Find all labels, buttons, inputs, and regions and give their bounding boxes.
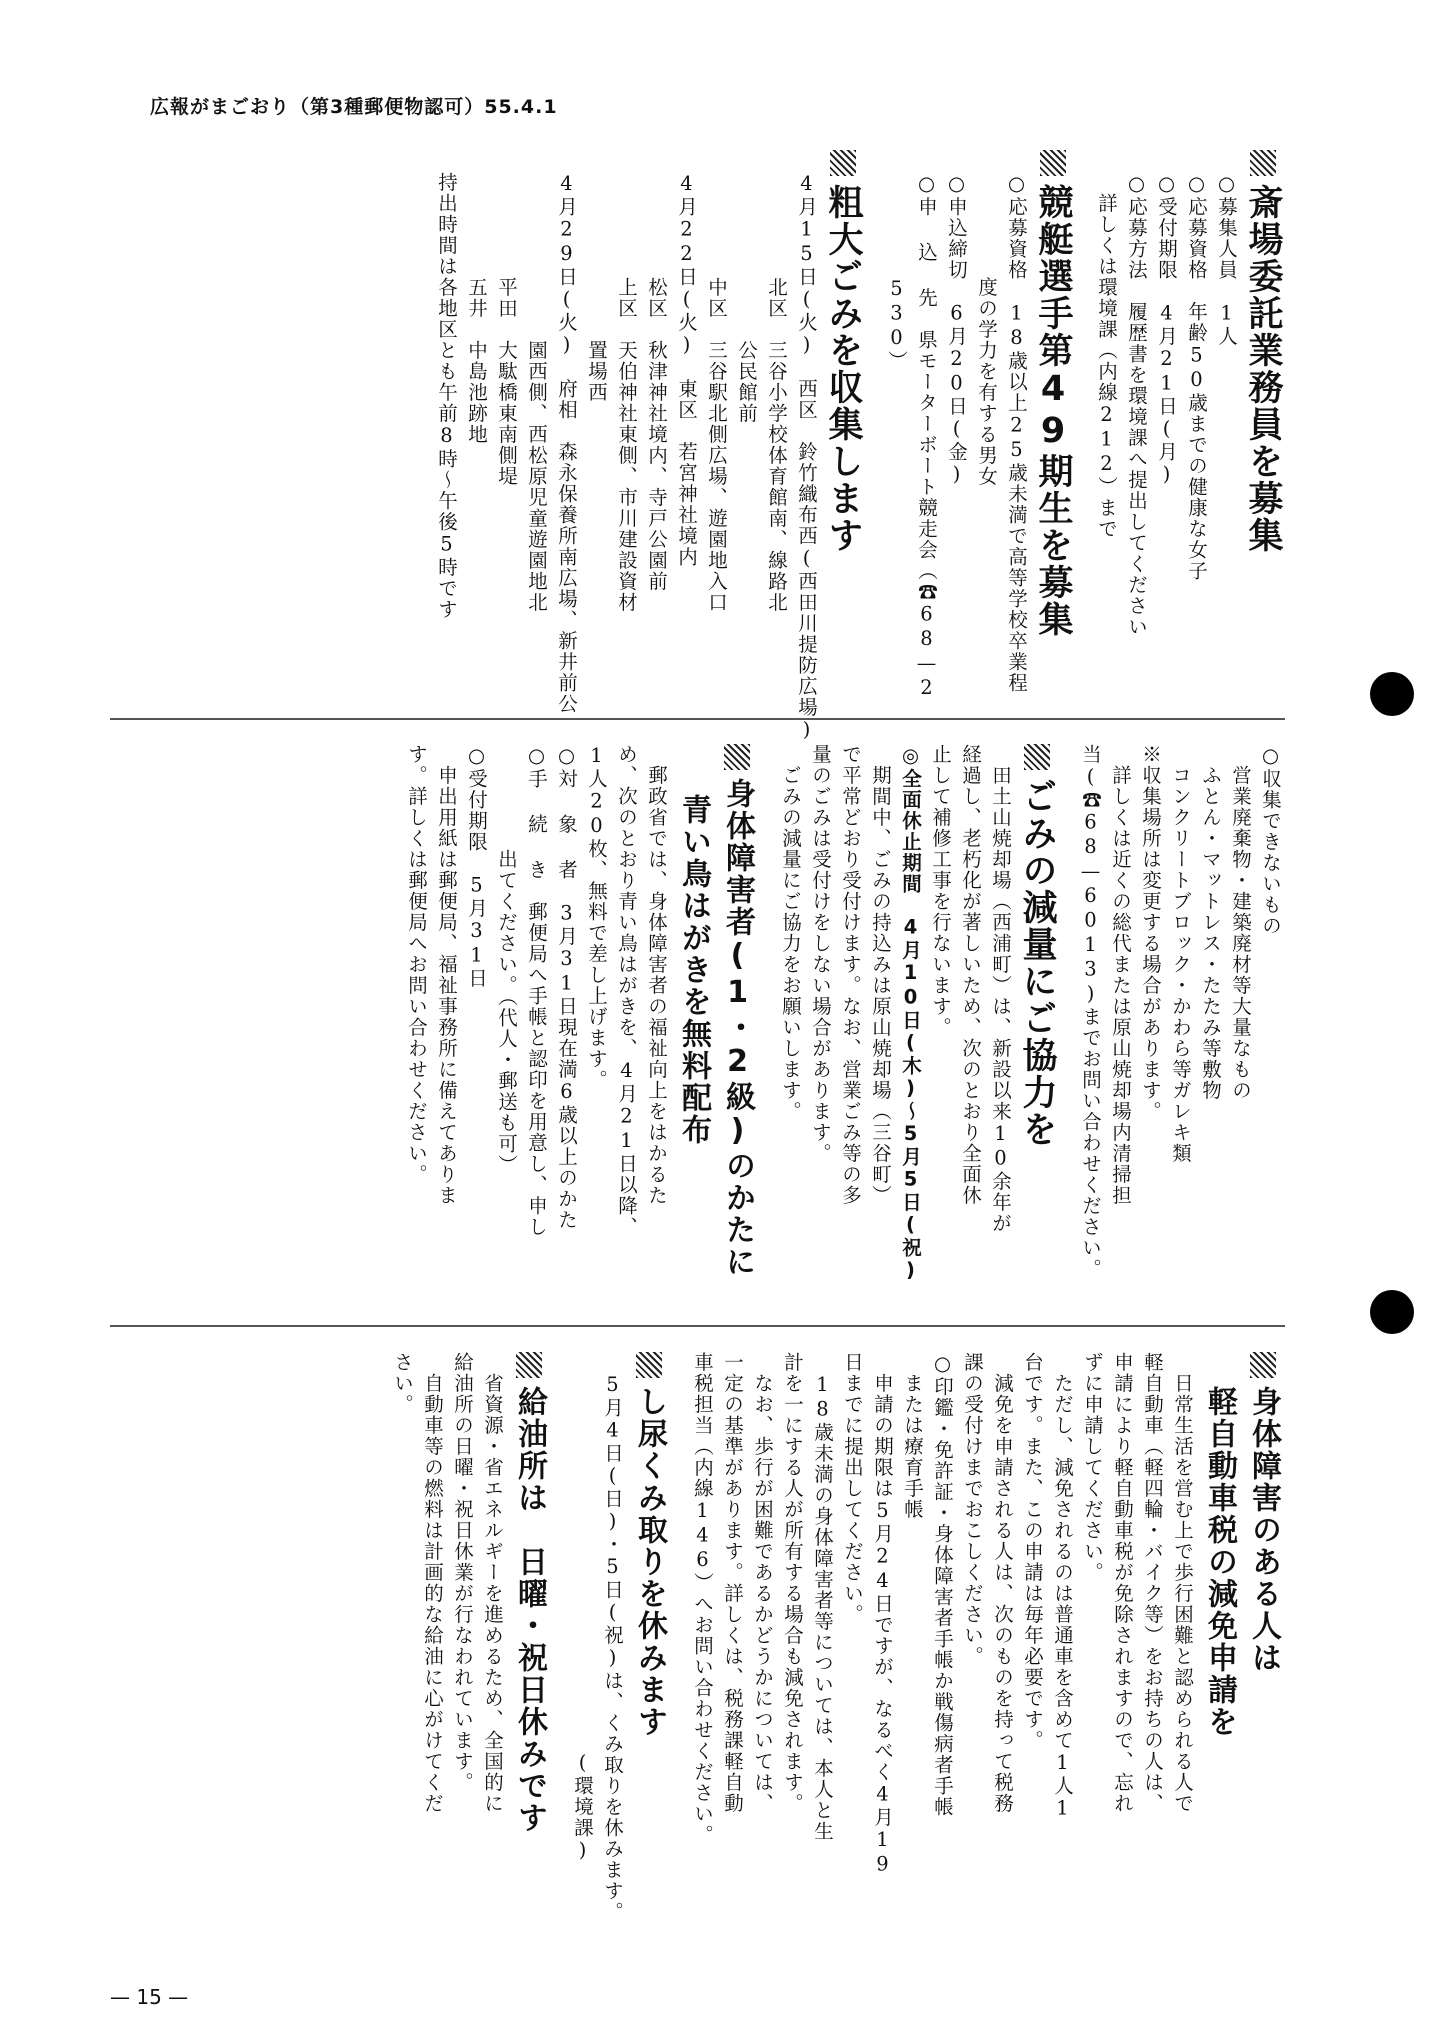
keijidosha-line: 18歳未満の身体障害者等については、本人と生: [811, 1352, 834, 1842]
kyotei-line: 530）: [885, 172, 908, 372]
shinyo-title: し尿くみ取りを休みます: [627, 1352, 671, 1912]
aoitori-title-2: 青い鳥はがきを無料配布: [676, 794, 711, 1146]
sodai-line: 4月22日(火) 東区 若宮神社境内: [675, 172, 698, 568]
kyotei-line: ○申込締切 6月20日(金): [945, 172, 968, 487]
aoitori-line: 出てください。（代人・郵送も可）: [495, 744, 518, 1176]
gomi-line: 経過し、老朽化が著しいため、次のとおり全面休: [959, 744, 982, 1206]
sodai-line: 上区 天伯神社東側、市川建設資材: [615, 172, 638, 613]
shinyo-line: 5月4日(日)・5日(祝)は、くみ取りを休みます。: [601, 1352, 624, 1923]
sodai-line: 置場西: [585, 172, 608, 403]
sodai-line: 北区 三谷小学校体育館南、線路北: [765, 172, 788, 613]
page-header: 広報がまごおり（第3種郵便物認可）55.4.1: [150, 96, 558, 118]
binding-hole-2: [1370, 1290, 1414, 1334]
keijidosha-title-1: 身体障害のある人は: [1241, 1352, 1285, 1912]
kyotei-title: 競艇選手第49期生を募集: [1031, 150, 1075, 710]
sodai-line: 持出時間は各地区とも午前8時～午後5時です: [435, 172, 458, 620]
aoitori-line: す。詳しくは郵便局へお問い合わせください。: [405, 744, 428, 1185]
aoitori-line: ○手 続 き 郵便局へ手帳と認印を用意し、申し: [525, 744, 548, 1238]
keijidosha-line: 申請の期限は5月24日ですが、なるべく4月19: [871, 1352, 894, 1877]
gomi-line: 期間中、ごみの持込みは原山焼却場（三谷町）: [869, 744, 892, 1206]
shushu-line: 当(☎68—6013)までお問い合わせください。: [1079, 744, 1102, 1280]
keijidosha-line: 一定の基準があります。詳しくは、税務課軽自動: [721, 1352, 744, 1814]
sodai-line: 平田 大駄橋東南側堤: [495, 172, 518, 487]
keijidosha-line: 日常生活を営む上で歩行困難と認められる人で: [1171, 1352, 1194, 1814]
keijidosha-line: 軽自動車（軽四輪・バイク等）をお持ちの人は、: [1141, 1352, 1164, 1814]
keijidosha-line: 申請により軽自動車税が免除されますので、忘れ: [1111, 1352, 1134, 1814]
sodai-title: 粗大ごみを収集します: [821, 150, 865, 710]
binding-hole-1: [1370, 672, 1414, 716]
sodai-line: 中区 三谷駅北側広場、遊園地入口: [705, 172, 728, 613]
band-middle: [110, 744, 1285, 1304]
shushu-line: 営業廃棄物・建築廃材等大量なもの: [1229, 744, 1252, 1101]
gomi-line: 田土山焼却場（西浦町）は、新設以来10余年が: [989, 744, 1012, 1234]
kyuyu-line: 給油所の日曜・祝日休業が行なわれています。: [451, 1352, 474, 1793]
keijidosha-line: 減免を申請される人は、次のものを持って税務: [991, 1352, 1014, 1814]
aoitori-line: ○対 象 者 3月31日現在満6歳以上のかた: [555, 744, 578, 1231]
keijidosha-line: なお、歩行が困難であるかどうかについては、: [751, 1352, 774, 1814]
band-top: [110, 150, 1285, 743]
keijidosha-line: 台です。また、この申請は毎年必要です。: [1021, 1352, 1044, 1751]
keijidosha-line: 車税担当（内線146）へお問い合わせください。: [691, 1352, 714, 1846]
kyotei-line: 度の学力を有する男女: [975, 172, 998, 487]
aoitori-line: 1人20枚、無料で差し上げます。: [585, 744, 608, 1091]
gomi-line: 止して補修工事を行ないます。: [929, 744, 952, 1038]
saijo-line: ○応募資格 年齢50歳までの健康な女子: [1185, 172, 1208, 582]
saijo-line: ○受付期限 4月21日(月): [1155, 172, 1178, 487]
divider: [110, 718, 1285, 720]
kyotei-line: ○応募資格 18歳以上25歳未満で高等学校卒業程: [1005, 172, 1028, 694]
divider: [110, 1325, 1285, 1327]
kyuyu-title: 給油所は 日曜・祝日休みです: [507, 1352, 551, 1912]
keijidosha-line: 日までに提出してください。: [841, 1352, 864, 1625]
shushu-line: ○収集できないもの: [1259, 744, 1282, 937]
sodai-line: 4月15日(火) 西区 鈴竹織布西(西田川提防広場): [795, 172, 818, 743]
kyotei-line: ○申 込 先 県モーターボート競走会（☎68—2: [915, 172, 938, 701]
saijo-line: 詳しくは環境課（内線212）まで: [1095, 172, 1118, 540]
aoitori-line: ○受付期限 5月31日: [465, 744, 488, 989]
shushu-line: 詳しくは近くの総代または原山焼却場内清掃担: [1109, 744, 1132, 1206]
keijidosha-title-2: 軽自動車税の減免申請を: [1202, 1386, 1237, 1738]
sodai-line: 五井 中島池跡地: [465, 172, 488, 445]
keijidosha-line: 課の受付けまでおこしください。: [961, 1352, 984, 1667]
keijidosha-line: ○印鑑・免許証・身体障害者手帳か戦傷病者手帳: [931, 1352, 954, 1818]
sodai-line: 園西側、西松原児童遊園地北: [525, 172, 548, 613]
saijo-line: ○応募方法 履歴書を環境課へ提出してください: [1125, 172, 1148, 638]
kyuyu-line: さい。: [391, 1352, 414, 1415]
gomi-line: で平常どおり受付けます。なお、営業ごみ等の多: [839, 744, 862, 1206]
shushu-line: ふとん・マットレス・たたみ等敷物: [1199, 744, 1222, 1101]
kyuyu-line: 自動車等の燃料は計画的な給油に心がけてくだ: [421, 1352, 444, 1814]
gomi-line: ごみの減量にご協力をお願いします。: [779, 744, 802, 1122]
saijo-title: 斎場委託業務員を募集: [1241, 150, 1285, 710]
keijidosha-line: 計を一にする人が所有する場合も減免されます。: [781, 1352, 804, 1814]
gomi-line: ◎全面休止期間 4月10日(木)～5月5日(祝): [899, 744, 922, 1283]
shushu-line: ※収集場所は変更する場合があります。: [1139, 744, 1162, 1122]
keijidosha-line: ずに申請してください。: [1081, 1352, 1104, 1583]
aoitori-line: 申出用紙は郵便局、福祉事務所に備えてありま: [435, 744, 458, 1206]
gomi-title: ごみの減量にご協力を: [1015, 744, 1059, 1304]
aoitori-line: 郵政省では、身体障害者の福祉向上をはかるた: [645, 744, 668, 1206]
kyuyu-line: 省資源・省エネルギーを進めるため、全国的に: [481, 1352, 504, 1814]
sodai-line: 4月29日(火) 府相 森永保養所南広場、新井前公: [555, 172, 578, 715]
saijo-line: ○募集人員 1人: [1215, 172, 1238, 347]
shushu-line: コンクリートブロック・かわら等ガレキ類: [1169, 744, 1192, 1164]
shinyo-line: (環境課): [571, 1352, 594, 1863]
keijidosha-line: ただし、減免されるのは普通車を含めて1人1: [1051, 1352, 1074, 1821]
keijidosha-line: または療育手帳: [901, 1352, 924, 1520]
aoitori-title-1: 身体障害者(1・2級)のかたに: [715, 744, 759, 1304]
aoitori-line: め、次のとおり青い鳥はがきを、4月21日以降、: [615, 744, 638, 1238]
sodai-line: 松区 秋津神社境内、寺戸公園前: [645, 172, 668, 592]
page-number: — 15 —: [110, 1985, 189, 2009]
gomi-line: 量のごみは受付けをしない場合があります。: [809, 744, 832, 1164]
sodai-line: 公民館前: [735, 172, 758, 424]
band-bottom: [110, 1352, 1285, 1923]
